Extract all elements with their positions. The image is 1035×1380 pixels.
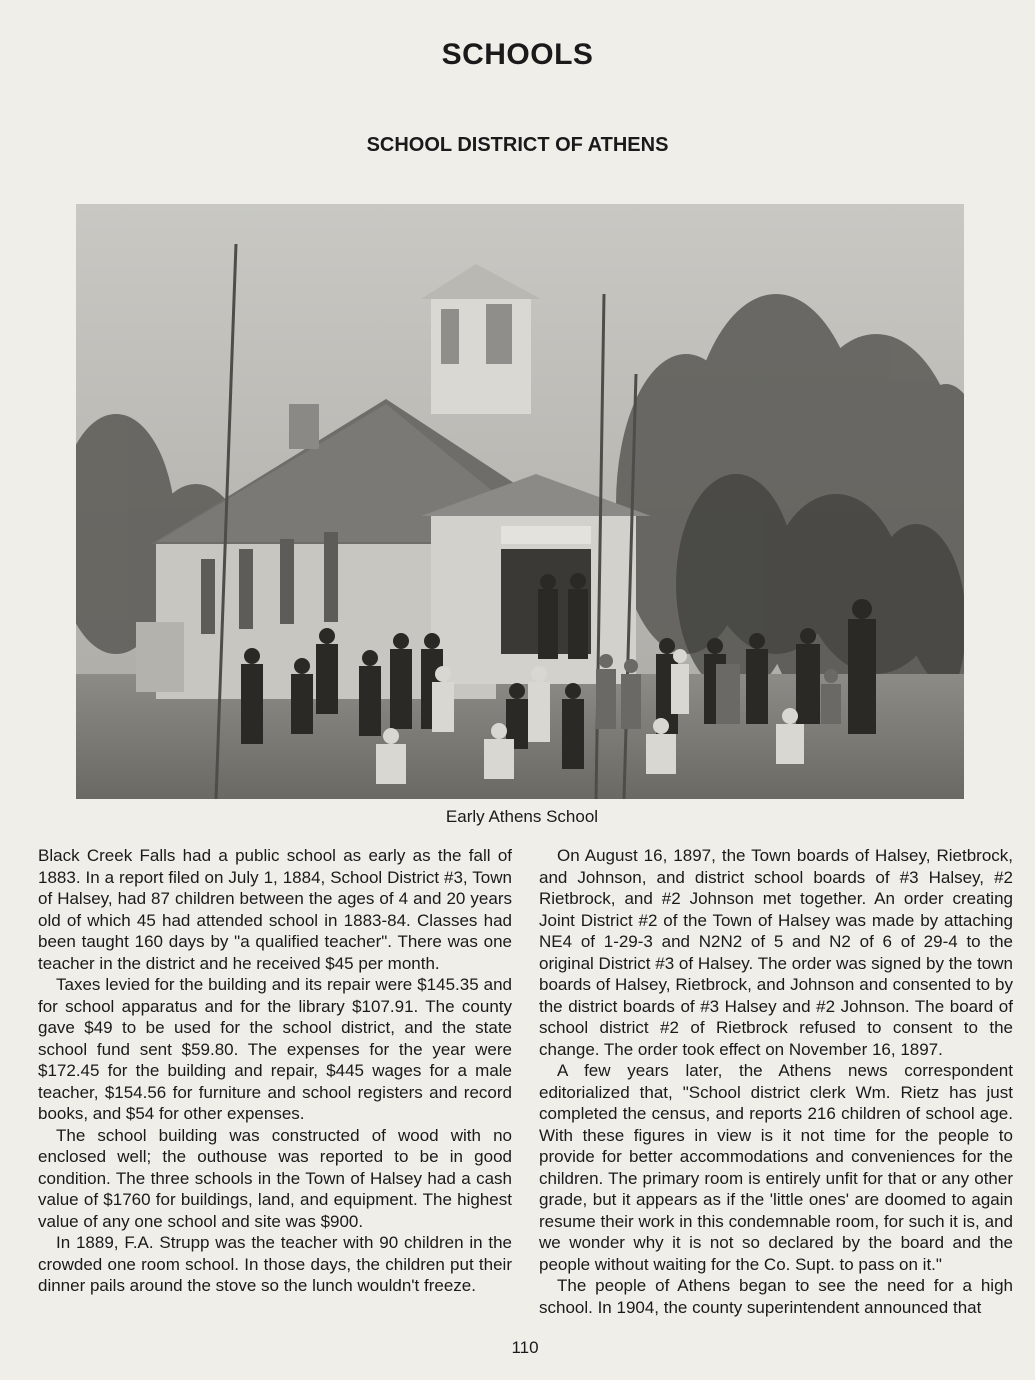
paragraph: On August 16, 1897, the Town boards of Halsey, Rietbrock, and Johnson, and district school boards of #3 Halsey, #2 Rietbrock, and #2 Johnson met together. An order creating Joint District #2 of the Town of Halsey was made by attaching NE4 of 1-29-3 and N2N2 of 5 and N2 of 6 of 29-4 to the original District #3 of Halsey. The order was signed by the town boards of Halsey, Rietbrock, and Johnson and consented to by the district boards of #3 Halsey and #2 Johnson. The board of school district #2 of Rietbrock refused to consent to the change. The order took effect on November 16, 1897. xyxy=(539,846,1013,1059)
paragraph: The school building was constructed of wood with no enclosed well; the outhouse was reported to be in good condition. The three schools in the Town of Halsey had a cash value of $1760 for buildings, land, and equipment. The highest value of any one school and site was $900. xyxy=(38,1125,512,1231)
paragraph: In 1889, F.A. Strupp was the teacher with 90 children in the crowded one room school. In those days, the children put their dinner pails around the stove so the lunch wouldn't freeze. xyxy=(38,1233,512,1295)
paragraph: The people of Athens began to see the need for a high school. In 1904, the county superintendent announced that xyxy=(539,1276,1013,1317)
paragraph: Taxes levied for the building and its repair were $145.35 and for school apparatus and for the library $107.91. The county gave $49 to be used for the school district, and the state school fund sent $59.80. The expenses for the year were $172.45 for the building and repair, $445 wages for a male teacher, $154.56 for furniture and school registers and record books, and $54 for other expenses. xyxy=(38,975,512,1123)
school-photograph-illustration xyxy=(76,204,964,799)
page-number: 110 xyxy=(511,1338,539,1357)
photo-caption: Early Athens School xyxy=(445,807,599,826)
left-text-column xyxy=(38,845,512,1297)
paragraph: A few years later, the Athens news correspondent editorialized that, "School district clerk Wm. Rietz has just completed the census, and reports 216 children of school age. With these figures in view is it not time for the people to provide for better accommodations and conveniences for the children. The primary room is entirely unfit for that or any other grade, but it appears as if the 'little ones' are doomed to again resume their work in this condemnable room, for such it is, and we wonder why it is not so declared by the board and the people without waiting for the Co. Supt. to pass on it." xyxy=(539,1061,1013,1274)
section-subtitle: SCHOOL DISTRICT OF ATHENS xyxy=(366,134,669,156)
right-text-column xyxy=(539,845,1013,1318)
page-title: SCHOOLS xyxy=(441,38,594,71)
paragraph: Black Creek Falls had a public school as early as the fall of 1883. In a report filed on July 1, 1884, School District #3, Town of Halsey, had 87 children between the ages of 4 and 20 years old of which 45 had attended school in 1883-84. Classes had been taught 160 days by "a qualified teacher". There was one teacher in the district and he received $45 per month. xyxy=(38,846,512,973)
school-photograph xyxy=(76,204,964,799)
